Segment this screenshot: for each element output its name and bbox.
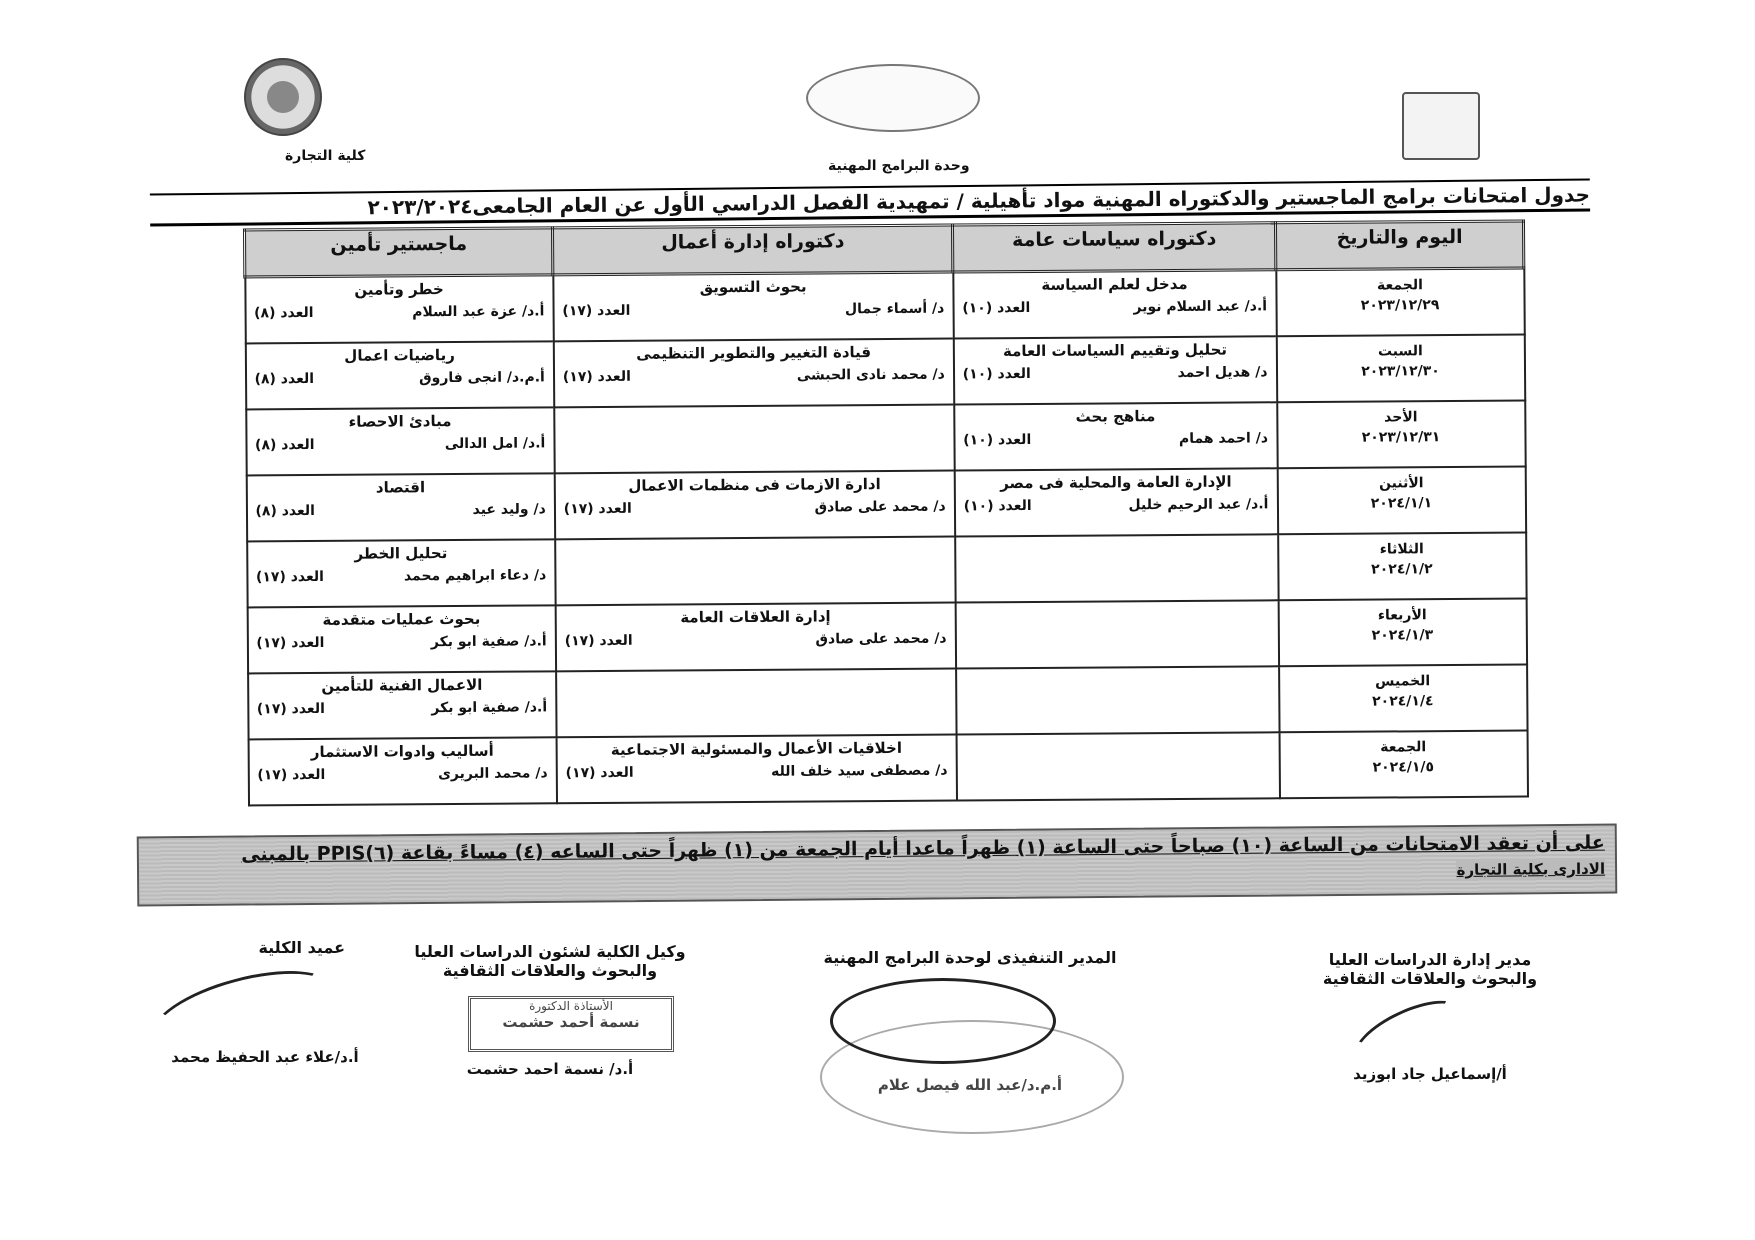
course-name: قيادة التغيير والتطوير التنظيمى bbox=[636, 343, 872, 363]
note-line-2: الادارى بكلية التجارة bbox=[1456, 859, 1606, 879]
student-count: العدد (٨) bbox=[254, 436, 315, 454]
course-name: خطر وتأمين bbox=[354, 280, 444, 299]
instructor-name: د/ محمد على صادق bbox=[815, 630, 947, 648]
exam-cell bbox=[556, 669, 956, 738]
instructor-name: د/ محمد نادى الحبشى bbox=[796, 366, 945, 384]
course-name: إدارة العلاقات العامة bbox=[680, 607, 831, 627]
student-count: العدد (١٠) bbox=[962, 299, 1031, 317]
signature-title: مدير إدارة الدراسات العليا bbox=[1328, 950, 1532, 969]
faculty-logo bbox=[244, 58, 322, 136]
stamp-line-1: الأستاذة الدكتورة bbox=[529, 999, 613, 1013]
day-date-cell bbox=[1277, 401, 1525, 469]
student-count: العدد (١٧) bbox=[564, 632, 633, 650]
signatory-name: أ.م.د/عبد الله فيصل علام bbox=[877, 1076, 1063, 1094]
table-row bbox=[246, 401, 1525, 476]
exam-cell bbox=[956, 732, 1279, 800]
table-row bbox=[245, 335, 1524, 410]
student-count: العدد (١٠) bbox=[962, 365, 1031, 383]
unit-label: وحدة البرامج المهنية bbox=[828, 158, 970, 174]
student-count: العدد (٨) bbox=[254, 304, 314, 322]
date-label: ٢٠٢٤/١/٢ bbox=[1371, 561, 1433, 578]
instructor-name: أ.د/ عبد الرحيم خليل bbox=[1128, 496, 1269, 514]
handwritten-signature bbox=[830, 978, 1056, 1064]
day-date-cell bbox=[1279, 731, 1527, 799]
exam-cell bbox=[245, 341, 554, 409]
exam-cell bbox=[248, 671, 557, 739]
exam-cell bbox=[555, 603, 955, 672]
exam-cell bbox=[248, 737, 557, 805]
course-name: تحليل الخطر bbox=[354, 544, 448, 563]
signature-title: وكيل الكلية لشئون الدراسات العليا bbox=[414, 942, 686, 961]
day-date-cell bbox=[1277, 467, 1525, 535]
instructor-name: د/ محمد البريرى bbox=[437, 765, 548, 783]
day-label: الجمعة bbox=[1376, 277, 1423, 294]
day-date-cell bbox=[1276, 268, 1524, 336]
signature-block-graduate-director bbox=[1290, 950, 1570, 1083]
day-label: الأحد bbox=[1384, 409, 1418, 426]
course-name: ادارة الازمات فى منظمات الاعمال bbox=[628, 475, 881, 495]
day-label: السبت bbox=[1377, 343, 1423, 360]
course-name: الاعمال الفنية للتأمين bbox=[321, 675, 483, 695]
student-count: العدد (١٧) bbox=[256, 700, 325, 718]
signature-title: والبحوث والعلاقات الثقافية bbox=[1322, 969, 1538, 988]
course-name: أساليب وادوات الاستثمار bbox=[310, 741, 494, 762]
day-label: الثلاثاء bbox=[1379, 541, 1424, 558]
name-stamp bbox=[468, 996, 674, 1052]
exam-cell bbox=[247, 539, 556, 607]
exam-cell bbox=[554, 339, 954, 408]
day-date-cell bbox=[1276, 335, 1524, 403]
student-count: العدد (١٧) bbox=[255, 568, 325, 586]
course-name: مبادئ الاحصاء bbox=[348, 412, 452, 431]
course-name: بحوث التسويق bbox=[699, 277, 807, 297]
table-row bbox=[245, 268, 1524, 343]
signature-title: عميد الكلية bbox=[258, 938, 345, 957]
exam-cell bbox=[554, 405, 954, 474]
exam-schedule-table bbox=[243, 220, 1529, 807]
exam-time-note bbox=[137, 824, 1618, 907]
exam-cell bbox=[954, 336, 1277, 404]
day-label: الأربعاء bbox=[1377, 607, 1427, 624]
exam-cell bbox=[956, 666, 1279, 734]
signatory-name: أ.د/علاء عبد الحفيظ محمد bbox=[171, 1048, 359, 1066]
instructor-name: د/ دعاء ابراهيم محمد bbox=[403, 567, 547, 585]
student-count: العدد (٨) bbox=[255, 502, 315, 520]
exam-cell bbox=[556, 735, 956, 804]
column-header-business-phd: دكتوراه إدارة أعمال bbox=[553, 225, 953, 275]
day-label: الجمعة bbox=[1380, 739, 1427, 756]
exam-cell bbox=[553, 272, 953, 341]
document-title: جدول امتحانات برامج الماجستير والدكتوراه المهنية مواد تأهيلية / تمهيدية الفصل الدراسي الأول عن العام الجامعى٢٠٢٣/٢٠٢٤ bbox=[150, 178, 1590, 226]
date-label: ٢٠٢٤/١/٤ bbox=[1372, 693, 1434, 710]
table-row bbox=[246, 467, 1525, 542]
day-label: الأثنين bbox=[1378, 475, 1424, 492]
day-date-cell bbox=[1278, 533, 1526, 601]
day-date-cell bbox=[1278, 599, 1526, 667]
day-date-cell bbox=[1279, 665, 1527, 733]
exam-cell bbox=[245, 275, 554, 344]
signature-title: والبحوث والعلاقات الثقافية bbox=[442, 961, 658, 980]
date-label: ٢٠٢٤/١/١ bbox=[1370, 495, 1433, 512]
instructor-name: أ.د/ صفية ابو بكر bbox=[430, 633, 547, 651]
instructor-name: د/ وليد عيد bbox=[472, 501, 546, 518]
signature-block-dean bbox=[140, 938, 390, 1066]
instructor-name: أ.د/ عبد السلام نوير bbox=[1133, 298, 1268, 316]
column-header-public-policy-phd: دكتوراه سياسات عامة bbox=[953, 223, 1276, 272]
course-name: اقتصاد bbox=[375, 478, 426, 497]
university-seal-logo bbox=[806, 64, 980, 132]
course-name: اخلاقيات الأعمال والمسئولية الاجتماعية bbox=[610, 738, 903, 759]
exam-cell bbox=[246, 473, 555, 541]
instructor-name: د/ احمد همام bbox=[1178, 430, 1269, 447]
exam-cell bbox=[954, 402, 1277, 470]
course-name: الإدارة العامة والمحلية فى مصر bbox=[1000, 472, 1232, 493]
course-name: بحوث عمليات متقدمة bbox=[322, 609, 481, 629]
exam-cell bbox=[953, 270, 1276, 339]
date-label: ٢٠٢٣/١٢/٢٩ bbox=[1360, 297, 1440, 314]
student-count: العدد (١٠) bbox=[963, 497, 1032, 515]
course-name: تحليل وتقييم السياسات العامة bbox=[1002, 340, 1228, 361]
exam-cell bbox=[246, 407, 555, 475]
exam-cell bbox=[247, 605, 556, 673]
course-name: مناهج بحث bbox=[1075, 407, 1156, 426]
table-row bbox=[247, 599, 1526, 674]
instructor-name: د/ هديل احمد bbox=[1177, 364, 1268, 381]
table-row bbox=[248, 731, 1527, 806]
exam-cell bbox=[555, 471, 955, 540]
stamp-line-2: نسمة أحمد حشمت bbox=[502, 1013, 640, 1031]
column-header-insurance-masters: ماجستير تأمين bbox=[245, 228, 554, 277]
column-header-day-date: اليوم والتاريخ bbox=[1275, 221, 1523, 270]
table-body bbox=[245, 268, 1528, 805]
instructor-name: أ.د/ امل الدالى bbox=[444, 435, 546, 453]
faculty-label: كلية التجارة bbox=[285, 148, 366, 164]
instructor-name: د/ أسماء جمال bbox=[844, 300, 945, 318]
course-name: رياضيات اعمال bbox=[344, 346, 455, 365]
signature-block-executive-director bbox=[790, 948, 1150, 1094]
date-label: ٢٠٢٣/١٢/٣٠ bbox=[1361, 363, 1440, 380]
date-label: ٢٠٢٣/١٢/٣١ bbox=[1361, 429, 1441, 446]
instructor-name: أ.د/ صفية ابو بكر bbox=[431, 699, 548, 717]
instructor-name: د/ مصطفى سيد خلف الله bbox=[771, 762, 948, 780]
student-count: العدد (٨) bbox=[254, 370, 315, 388]
student-count: العدد (١٧) bbox=[562, 368, 631, 386]
course-name: مدخل لعلم السياسة bbox=[1041, 274, 1188, 294]
student-count: العدد (١٠) bbox=[963, 431, 1032, 449]
exam-cell bbox=[954, 468, 1277, 536]
date-label: ٢٠٢٤/١/٥ bbox=[1372, 759, 1435, 776]
student-count: العدد (١٧) bbox=[563, 500, 632, 518]
instructor-name: أ.د/ عزة عبد السلام bbox=[412, 303, 545, 321]
exam-cell bbox=[555, 537, 955, 606]
student-count: العدد (١٧) bbox=[257, 766, 326, 784]
day-label: الخميس bbox=[1375, 673, 1431, 690]
table-row bbox=[248, 665, 1527, 740]
instructor-name: أ.م.د/ انجى فاروق bbox=[419, 369, 545, 387]
note-line-1: على أن تعقد الامتحانات من الساعة (١٠) صباحاً حتى الساعة (١) ظهراً ماعدا أيام الجمعة من (١) ظهراً حتى الساعه (٤) مساءً بقاعة (٦)PPIS بالمبنى bbox=[241, 831, 1605, 866]
table-row bbox=[247, 533, 1526, 608]
signatory-name: أ/إسماعيل جاد ابوزيد bbox=[1353, 1065, 1507, 1083]
student-count: العدد (١٧) bbox=[256, 634, 325, 652]
student-count: العدد (١٧) bbox=[562, 302, 631, 320]
signatory-name: أ.د/ نسمة احمد حشمت bbox=[466, 1060, 634, 1078]
university-logo bbox=[1402, 92, 1480, 160]
exam-cell bbox=[955, 600, 1278, 668]
instructor-name: د/ محمد على صادق bbox=[814, 498, 946, 516]
date-label: ٢٠٢٤/١/٣ bbox=[1371, 627, 1434, 644]
exam-cell bbox=[955, 534, 1278, 602]
student-count: العدد (١٧) bbox=[565, 764, 634, 782]
signature-title: المدير التنفيذى لوحدة البرامج المهنية bbox=[823, 948, 1117, 967]
